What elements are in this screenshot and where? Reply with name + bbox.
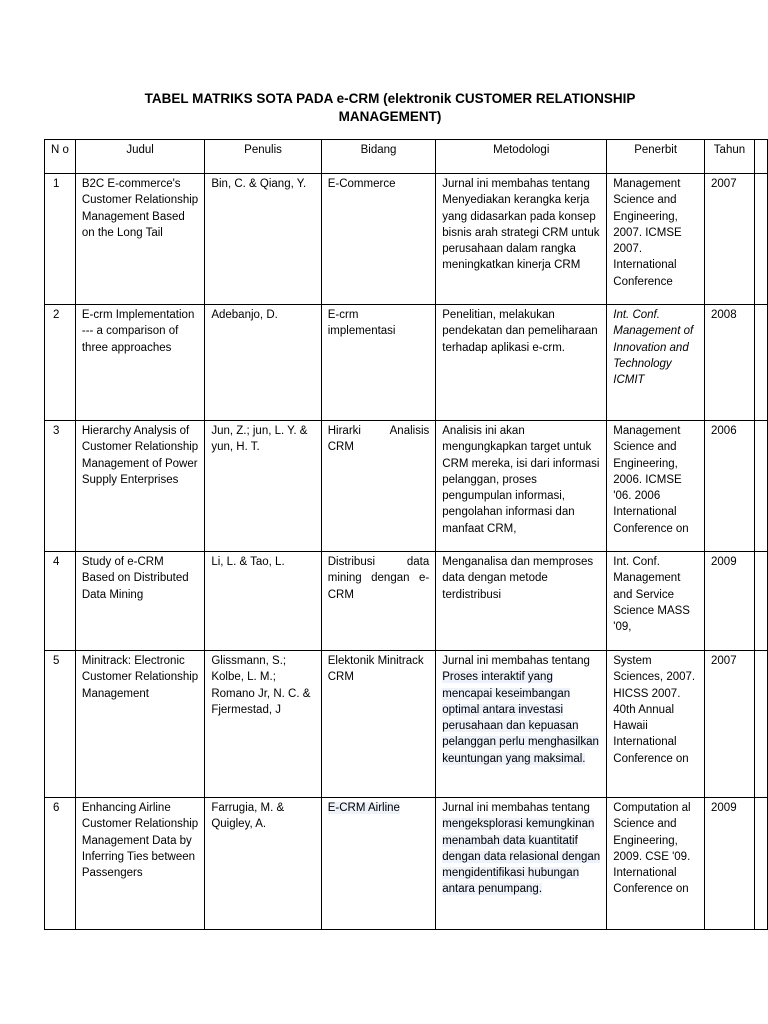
table-row xyxy=(45,651,768,798)
metodologi-highlight: mengeksplorasi kemungkinan menambah data kuantitatif dengan data relasional dengan mengidentifikasi hubungan antara penumpang. xyxy=(442,818,601,896)
cell-no: 3 xyxy=(45,421,76,552)
cell-penulis: Bin, C. & Qiang, Y. xyxy=(205,174,321,305)
table-row xyxy=(45,798,768,930)
cell-metodologi: Jurnal ini membahas tentang Menyediakan kerangka kerja yang didasarkan pada konsep bisnis arah strategi CRM untuk perusahaan dalam rangka meningkatkan kinerja CRM xyxy=(436,174,607,305)
cell-judul: Enhancing Airline Customer Relationship Management Data by Inferring Ties between Passengers xyxy=(75,798,204,930)
table-row xyxy=(45,552,768,651)
bidang-highlight: E-CRM Airline xyxy=(327,802,400,814)
cell-bidang: Distribusi data mining dengan e-CRM xyxy=(321,552,436,651)
cell-metodologi: Penelitian, melakukan pendekatan dan pemeliharaan terhadap aplikasi e-crm. xyxy=(436,305,607,421)
document-title xyxy=(60,90,720,126)
cell-penerbit: Int. Conf. Management of Innovation and Technology ICMIT xyxy=(607,305,705,421)
cell-no: 6 xyxy=(45,798,76,930)
header-penulis: Penulis xyxy=(205,140,321,174)
metodologi-plain: Jurnal ini membahas tentang xyxy=(442,655,590,667)
cell-tahun: 2007 xyxy=(705,651,755,798)
header-penerbit: Penerbit xyxy=(607,140,705,174)
header-tahun: Tahun xyxy=(705,140,755,174)
cell-bidang: Hirarki Analisis CRM xyxy=(321,421,436,552)
cell-extra xyxy=(754,552,767,651)
header-metodologi: Metodologi xyxy=(436,140,607,174)
cell-metodologi xyxy=(436,651,607,798)
cell-bidang xyxy=(321,798,436,930)
cell-extra xyxy=(754,798,767,930)
cell-no: 5 xyxy=(45,651,76,798)
cell-tahun: 2009 xyxy=(705,798,755,930)
cell-judul: Study of e-CRM Based on Distributed Data Mining xyxy=(75,552,204,651)
cell-penulis: Farrugia, M. & Quigley, A. xyxy=(205,798,321,930)
cell-penulis: Glissmann, S.; Kolbe, L. M.; Romano Jr, N. C. & Fjermestad, J xyxy=(205,651,321,798)
title-line-2: MANAGEMENT) xyxy=(338,109,442,124)
cell-penerbit: Int. Conf. Management and Service Science MASS '09, xyxy=(607,552,705,651)
cell-extra xyxy=(754,421,767,552)
cell-no: 2 xyxy=(45,305,76,421)
cell-tahun: 2009 xyxy=(705,552,755,651)
cell-penulis: Adebanjo, D. xyxy=(205,305,321,421)
cell-penulis: Li, L. & Tao, L. xyxy=(205,552,321,651)
cell-bidang: E-crm implementasi xyxy=(321,305,436,421)
table-row xyxy=(45,305,768,421)
cell-metodologi: Menganalisa dan memproses data dengan metode terdistribusi xyxy=(436,552,607,651)
header-no: N o xyxy=(45,140,76,174)
header-extra xyxy=(754,140,767,174)
table-row xyxy=(45,174,768,305)
cell-judul: E-crm Implementation --- a comparison of three approaches xyxy=(75,305,204,421)
title-line-1: TABEL MATRIKS SOTA PADA e-CRM (elektronik CUSTOMER RELATIONSHIP xyxy=(144,91,636,106)
header-judul: Judul xyxy=(75,140,204,174)
cell-penerbit: System Sciences, 2007. HICSS 2007. 40th Annual Hawaii International Conference on xyxy=(607,651,705,798)
cell-extra xyxy=(754,651,767,798)
cell-tahun: 2008 xyxy=(705,305,755,421)
cell-tahun: 2007 xyxy=(705,174,755,305)
metodologi-plain: Jurnal ini membahas tentang xyxy=(442,802,590,814)
cell-no: 1 xyxy=(45,174,76,305)
cell-metodologi xyxy=(436,798,607,930)
metodologi-highlight: Proses interaktif yang mencapai keseimbangan optimal antara investasi perusahaan dan kepuasan pelanggan perlu menghasilkan keuntungan yang maksimal. xyxy=(442,671,599,765)
header-bidang: Bidang xyxy=(321,140,436,174)
sota-matrix-table xyxy=(44,139,768,930)
cell-penerbit: Management Science and Engineering, 2006. ICMSE '06. 2006 International Conference on xyxy=(607,421,705,552)
cell-judul: Minitrack: Electronic Customer Relationship Management xyxy=(75,651,204,798)
cell-judul: B2C E-commerce's Customer Relationship Management Based on the Long Tail xyxy=(75,174,204,305)
table-row xyxy=(45,421,768,552)
cell-extra xyxy=(754,174,767,305)
cell-penulis: Jun, Z.; jun, L. Y. & yun, H. T. xyxy=(205,421,321,552)
cell-judul: Hierarchy Analysis of Customer Relationship Management of Power Supply Enterprises xyxy=(75,421,204,552)
cell-bidang: Elektonik Minitrack CRM xyxy=(321,651,436,798)
table-header-row xyxy=(45,140,768,174)
cell-metodologi: Analisis ini akan mengungkapkan target untuk CRM mereka, isi dari informasi pelanggan, proses pengumpulan informasi, pengolahan informasi dan manfaat CRM, xyxy=(436,421,607,552)
cell-bidang: E-Commerce xyxy=(321,174,436,305)
cell-tahun: 2006 xyxy=(705,421,755,552)
cell-penerbit: Management Science and Engineering, 2007. ICMSE 2007. International Conference xyxy=(607,174,705,305)
cell-extra xyxy=(754,305,767,421)
cell-penerbit: Computation al Science and Engineering, 2009. CSE '09. International Conference on xyxy=(607,798,705,930)
cell-no: 4 xyxy=(45,552,76,651)
